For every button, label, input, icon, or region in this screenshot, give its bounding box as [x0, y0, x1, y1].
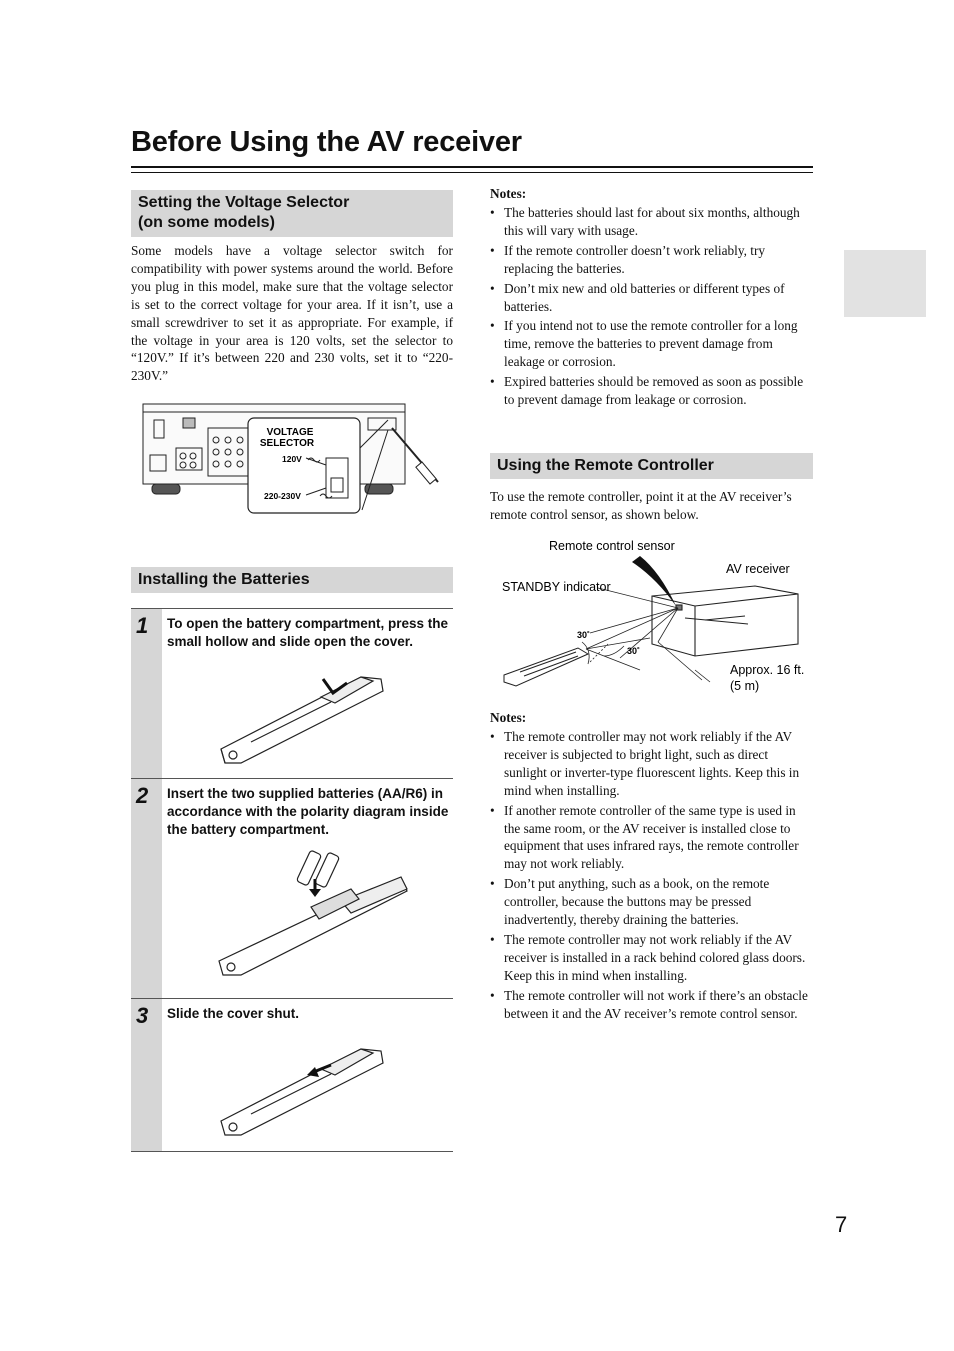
list-item: • The batteries should last for about six months, although this will vary with usage.	[490, 204, 813, 240]
distance-label-line1: Approx. 16 ft.	[730, 663, 805, 677]
list-item: • If the remote controller doesn’t work reliably, try replacing the batteries.	[490, 242, 813, 278]
notes-heading: Notes:	[490, 186, 527, 201]
page-title: Before Using the AV receiver	[131, 126, 522, 158]
remote-section-heading: Using the Remote Controller	[490, 453, 813, 479]
list-item: • If you intend not to use the remote controller for a long time, remove the batteries to prevent damage from leakage or corrosion.	[490, 317, 813, 371]
list-item: • Don’t mix new and old batteries or different types of batteries.	[490, 280, 813, 316]
voltage-label-line2: SELECTOR	[259, 438, 315, 449]
steps-bottom-rule	[131, 1151, 453, 1152]
voltage-section-heading	[131, 190, 453, 237]
voltage-option-220: 220-230V	[264, 491, 301, 501]
voltage-selector-diagram	[140, 400, 450, 515]
batteries-section-heading: Installing the Batteries	[131, 567, 453, 593]
list-item: • The remote controller will not work if there’s an obstacle between it and the AV receiver’s remote control sensor.	[490, 987, 813, 1023]
notes-list-bottom	[490, 728, 813, 1025]
side-tab-marker	[844, 250, 926, 317]
remote-open-cover-illustration	[211, 657, 391, 772]
av-receiver-label: AV receiver	[726, 562, 790, 576]
remote-close-cover-illustration	[211, 1029, 391, 1144]
list-item: • Expired batteries should be removed as soon as possible to prevent damage from leakage or corrosion.	[490, 373, 813, 409]
battery-step-2	[131, 778, 453, 999]
voltage-option-120: 120V	[282, 454, 302, 464]
page-number: 7	[835, 1212, 848, 1237]
step-number: 1	[136, 613, 149, 638]
angle-label-left: 30˚	[577, 630, 591, 640]
remote-body-text: To use the remote controller, point it at the AV receiver’s remote control sensor, as shown below.	[490, 489, 792, 522]
voltage-heading-line1: Setting the Voltage Selector	[138, 194, 350, 211]
distance-label-line2: (5 m)	[730, 679, 760, 693]
list-item: • The remote controller may not work reliably if the AV receiver is installed in a rack behind colored glass doors. Keep this in mind when installing.	[490, 931, 813, 985]
notes-list-top	[490, 204, 813, 411]
standby-indicator-label: STANDBY indicator	[502, 580, 611, 594]
remote-range-diagram	[490, 530, 813, 700]
battery-step-1	[131, 608, 453, 779]
battery-step-3	[131, 998, 453, 1152]
remote-sensor-label: Remote control sensor	[549, 539, 675, 553]
step-number: 2	[136, 783, 149, 808]
voltage-body-text: Some models have a voltage selector switch for compatibility with power systems around the world. Before you plug in this model, make sure that the voltage selector is set to the correct voltage for your area. If it isn’t, use a small screwdriver to set it as appropriate. For example, if the voltage in your area is 120 volts, set the selector to “120V.” If it’s between 220 and 230 volts, set it to “220-230V.”	[131, 243, 453, 384]
voltage-label-line1: VOLTAGE	[266, 427, 314, 438]
step-number: 3	[136, 1003, 149, 1028]
step-text: Slide the cover shut.	[167, 1006, 300, 1021]
list-item: • Don’t put anything, such as a book, on the remote controller, because the buttons may be pressed inadvertently, thereby draining the batteries.	[490, 875, 813, 929]
title-rule	[131, 166, 813, 168]
notes-heading: Notes:	[490, 710, 527, 725]
title-rule-thin	[131, 172, 813, 173]
step-text: Insert the two supplied batteries (AA/R6) in accordance with the polarity diagram inside the battery compartment.	[167, 786, 449, 837]
list-item: • The remote controller may not work reliably if the AV receiver is subjected to bright light, such as direct sunlight or inverter-type fluorescent lights. Keep this in mind when installing.	[490, 728, 813, 800]
step-text: To open the battery compartment, press the small hollow and slide open the cover.	[167, 616, 449, 649]
list-item: • If another remote controller of the same type is used in the same room, or the AV receiver is installed close to equipment that uses infrared rays, the remote controller may not work reliably.	[490, 802, 813, 874]
angle-label-right: 30˚	[627, 646, 641, 656]
voltage-heading-line2: (on some models)	[138, 214, 275, 231]
remote-insert-batteries-illustration	[211, 849, 411, 984]
